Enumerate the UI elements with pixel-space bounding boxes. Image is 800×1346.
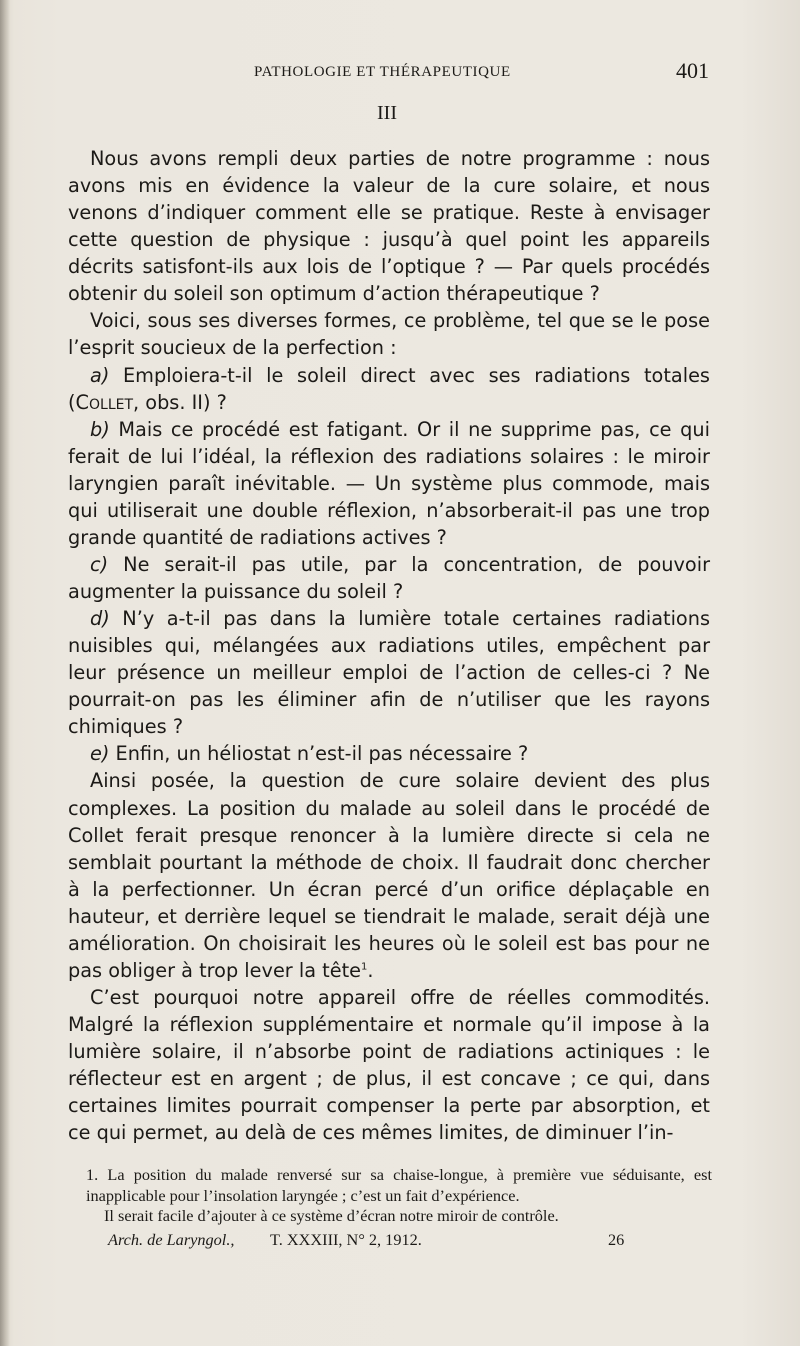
footnote-number: 1. [86,1165,99,1184]
paragraph-text: Ainsi posée, la question de cure solaire devient des plus complexes. La position du malade au soleil dans le procédé de Collet ferait presque renoncer à la lumière directe si cela ne semblait pourtant la méthode de choix. Il faudrait donc chercher à la perfectionner. Un écran percé d’un orifice déplaçable en hauteur, et derrière lequel se tiendrait le malade, serait déjà une amélioration. On choisirait les heures où le soleil est bas pour ne pas obliger à trop lever la tête [68,769,710,982]
journal-issue: T. XXXIII, N° 2, 1912. [270,1230,422,1249]
page-gutter-shadow [0,0,10,1346]
question-item-d [68,605,710,740]
paragraph: Voici, sous ses diverses formes, ce problème, tel que se le pose l’esprit soucieux de la perfection : [68,309,710,360]
question-item-a [68,362,710,416]
footnote-ref: 1 [361,961,368,973]
item-text: Enfin, un héliostat n’est-il pas nécessaire ? [115,742,529,766]
printer-signature [88,1230,718,1252]
item-text: Emploiera-t-il le soleil direct avec ses radiations totales ( [68,363,710,414]
footnotes [86,1165,712,1227]
item-text: , obs. II) ? [133,390,227,414]
question-item-b [68,416,710,551]
page-number: 401 [676,58,709,83]
paragraph-text: . [367,958,374,982]
main-text [68,145,710,1146]
paragraph: Nous avons rempli deux parties de notre programme : nous avons mis en évidence la valeur de la cure solaire, et nous venons d’indiquer comment elle se pratique. Reste à envisager cette question de physique : jusqu’à quel point les appareils décrits satisfont-ils aux lois de l’optique ? — Par quels procédés obtenir du soleil son optimum d’action thérapeutique ? [68,147,710,306]
footnote-2: Il serait facile d’ajouter à ce système d’écran notre miroir de contrôle. [104,1206,559,1225]
item-text: N’y a-t-il pas dans la lumière totale certaines radiations nuisibles qui, mélangées aux radiations utiles, empêchent par leur présence un meilleur emploi de l’action de celles-ci ? Ne pourrait-on pas les éliminer afin de n’utiliser que les rayons chimiques ? [68,607,710,739]
author-name: Collet [75,390,134,414]
item-label: d) [90,607,110,631]
running-title: PATHOLOGIE ET THÉRAPEUTIQUE [254,64,511,80]
sheet-number: 26 [608,1230,625,1249]
item-label: a) [90,363,110,387]
item-text: Ne serait-il pas utile, par la concentration, de pouvoir augmenter la puissance du soleil ? [68,552,710,603]
journal-name: Arch. de Laryngol., [108,1230,235,1249]
item-text: Mais ce procédé est fatigant. Or il ne supprime pas, ce qui ferait de lui l’idéal, la réflexion des radiations solaires : le miroir laryngien paraît inévitable. — Un système plus commode, mais qui utiliserait une double réflexion, n’absorberait-il pas une trop grande quantité de radiations actives ? [68,417,710,549]
paragraph [68,767,710,984]
item-label: c) [90,552,109,576]
footnote-1 [86,1165,712,1206]
item-label: e) [90,742,110,766]
question-item-c [68,551,710,605]
question-item-e [68,740,710,767]
paragraph: C’est pourquoi notre appareil offre de réelles commodités. Malgré la réflexion supplémentaire et normale qu’il impose à la lumière solaire, il n’absorbe point de radiations actiniques : le réflecteur est en argent ; de plus, il est concave ; ce qui, dans certaines limites pourrait compenser la perte par absorption, et ce qui permet, au delà de ces mêmes limites, de diminuer l’in- [68,985,710,1145]
footnote-text: La position du malade renversé sur sa chaise-longue, à première vue séduisante, est inapplicable pour l’insolation laryngée ; c’est un fait d’expérience. [86,1165,712,1205]
section-number: III [377,102,397,124]
page-header [0,58,800,88]
item-label: b) [90,417,110,441]
